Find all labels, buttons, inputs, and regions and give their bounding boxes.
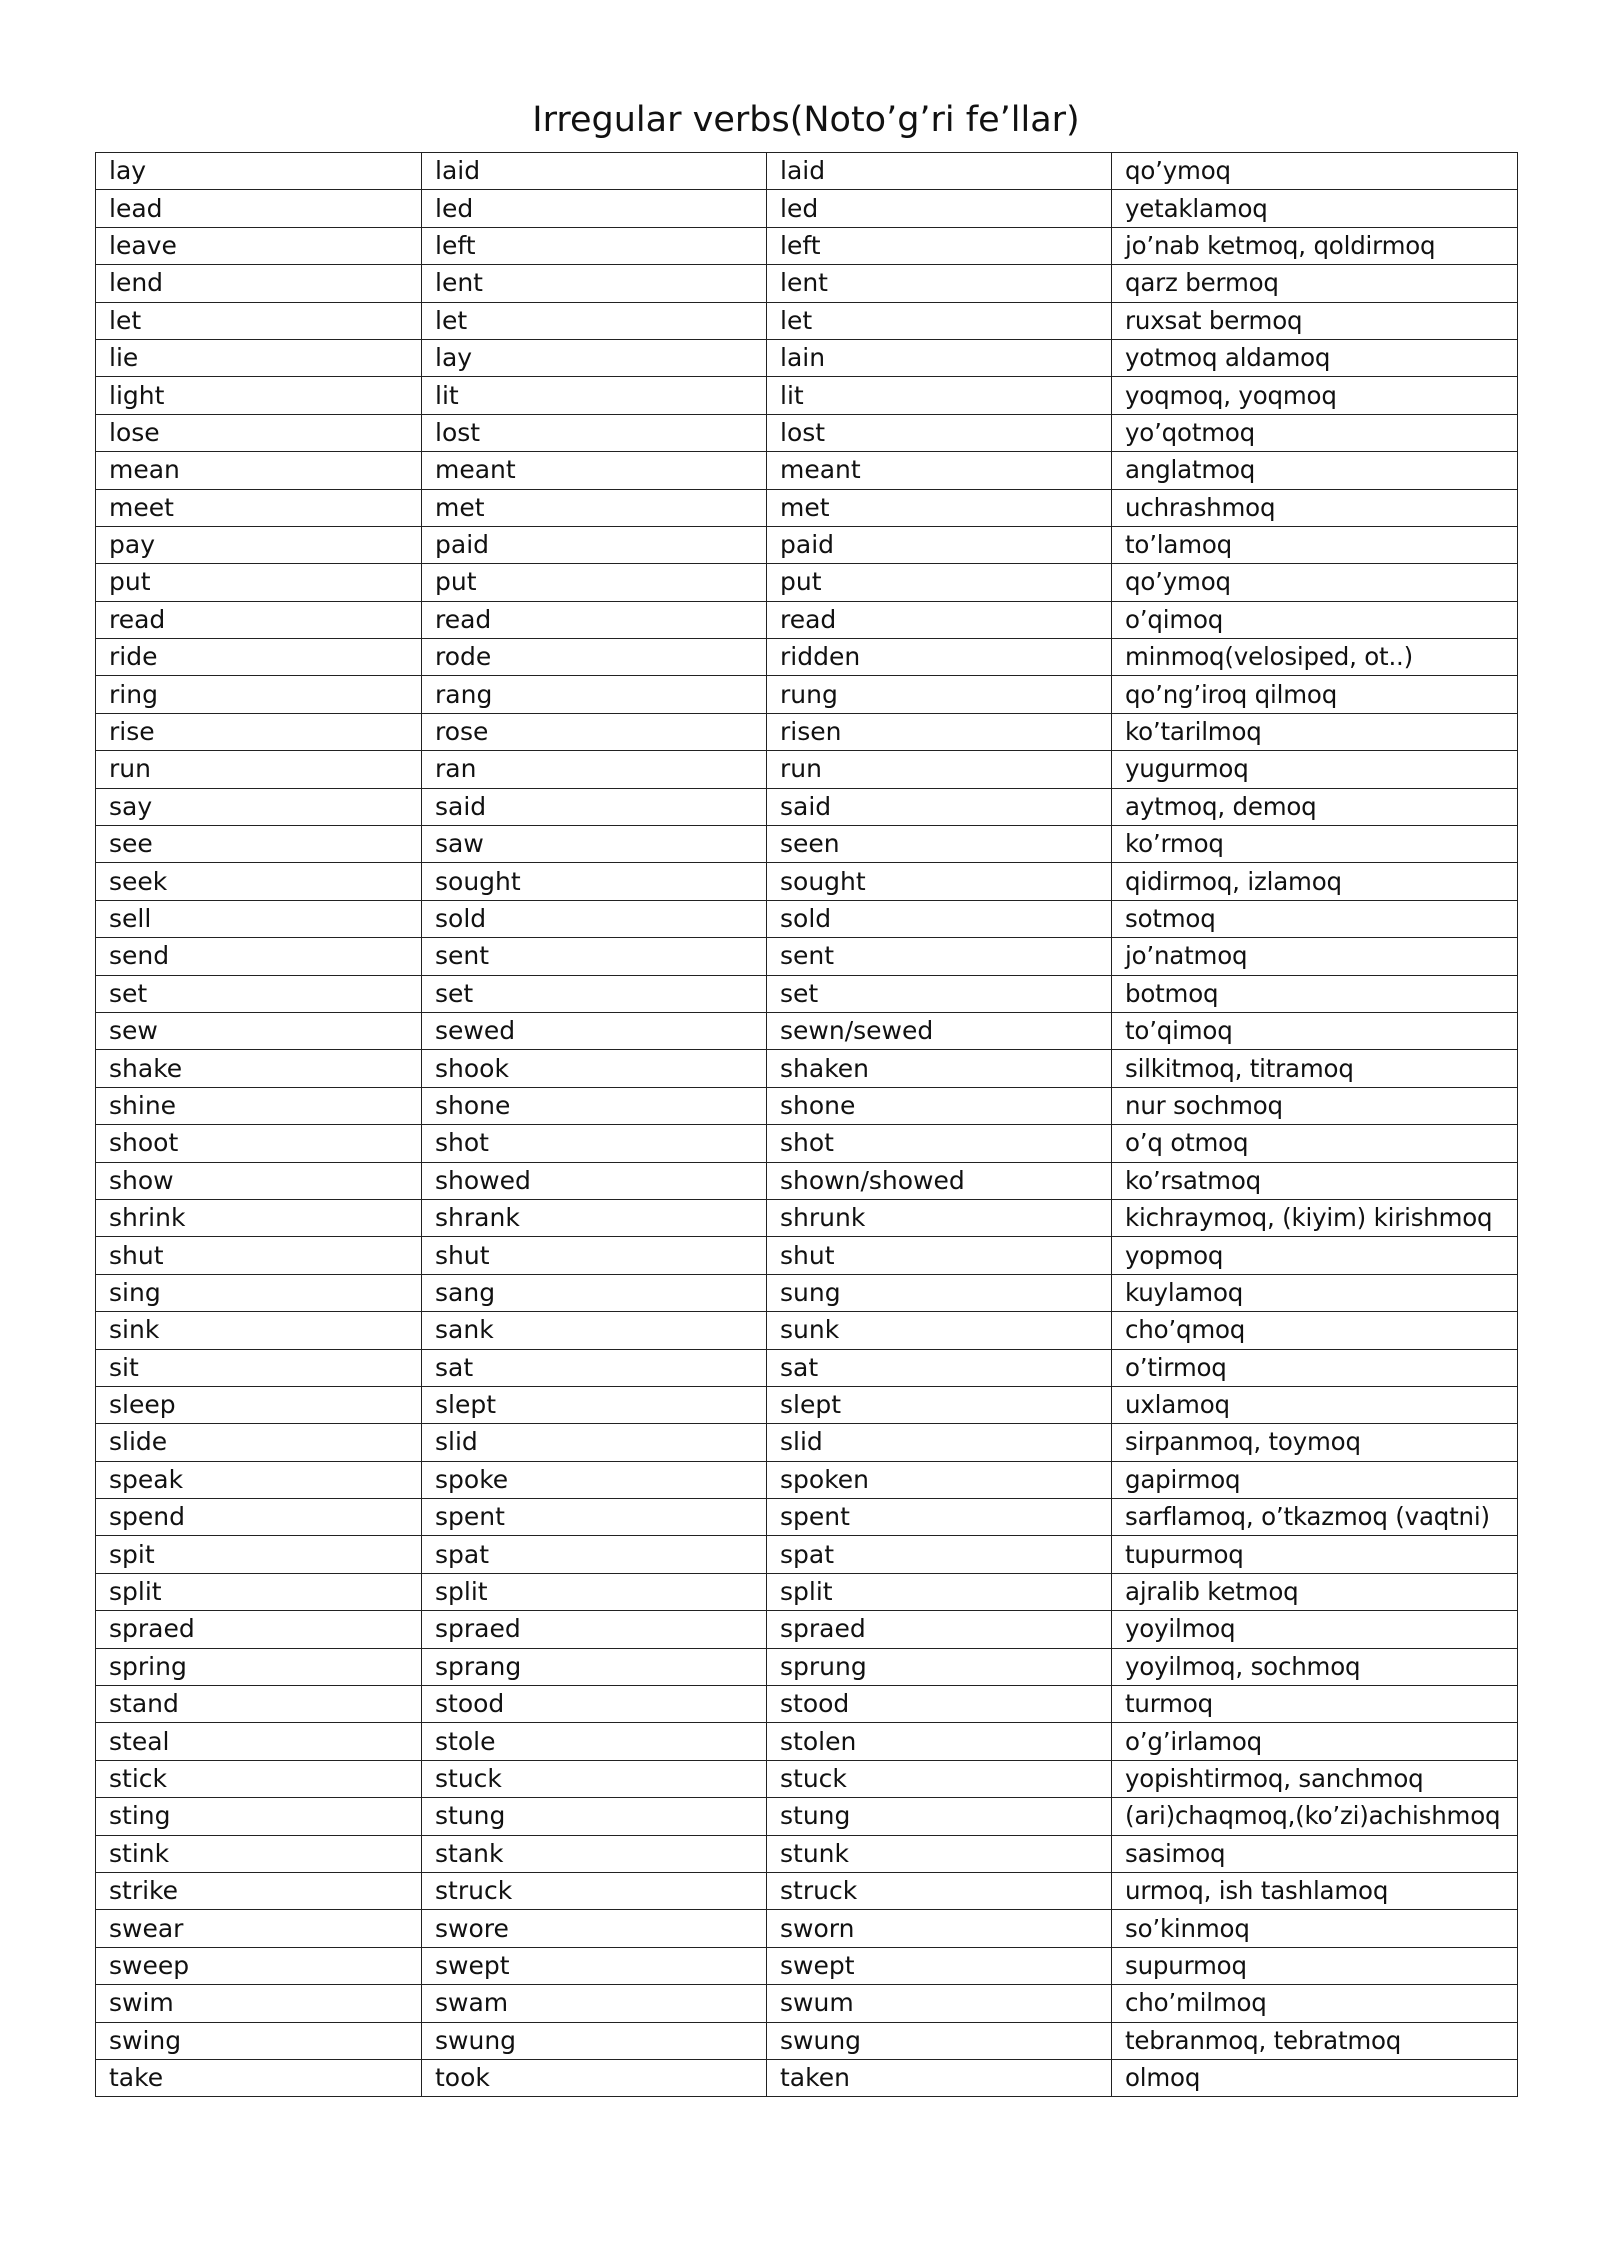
past-participle-cell: sought [767, 863, 1112, 900]
past-participle-cell: seen [767, 826, 1112, 863]
past-simple-cell: stung [422, 1798, 767, 1835]
table-row [96, 377, 1518, 414]
past-participle-cell: risen [767, 713, 1112, 750]
past-participle-cell: swum [767, 1985, 1112, 2022]
base-form-cell: swing [96, 2022, 422, 2059]
past-participle-cell: meant [767, 452, 1112, 489]
past-simple-cell: spoke [422, 1461, 767, 1498]
past-participle-cell: stood [767, 1686, 1112, 1723]
table-row [96, 863, 1518, 900]
table-row [96, 1835, 1518, 1872]
base-form-cell: see [96, 826, 422, 863]
past-participle-cell: said [767, 788, 1112, 825]
translation-cell: yopmoq [1112, 1237, 1518, 1274]
past-simple-cell: sank [422, 1312, 767, 1349]
past-participle-cell: sent [767, 938, 1112, 975]
past-participle-cell: swept [767, 1947, 1112, 1984]
translation-cell: so’kinmoq [1112, 1910, 1518, 1947]
past-participle-cell: slid [767, 1424, 1112, 1461]
base-form-cell: speak [96, 1461, 422, 1498]
base-form-cell: lead [96, 190, 422, 227]
table-row [96, 1573, 1518, 1610]
translation-cell: qo’ymoq [1112, 564, 1518, 601]
past-simple-cell: stuck [422, 1760, 767, 1797]
past-participle-cell: lent [767, 265, 1112, 302]
table-row [96, 1798, 1518, 1835]
past-simple-cell: stood [422, 1686, 767, 1723]
base-form-cell: let [96, 302, 422, 339]
past-simple-cell: sought [422, 863, 767, 900]
past-participle-cell: taken [767, 2059, 1112, 2096]
table-row [96, 2022, 1518, 2059]
past-simple-cell: spraed [422, 1611, 767, 1648]
table-row [96, 489, 1518, 526]
table-row [96, 1499, 1518, 1536]
past-participle-cell: slept [767, 1386, 1112, 1423]
table-row [96, 1760, 1518, 1797]
translation-cell: uchrashmoq [1112, 489, 1518, 526]
past-participle-cell: laid [767, 153, 1112, 190]
translation-cell: ko’rmoq [1112, 826, 1518, 863]
past-participle-cell: sewn/sewed [767, 1012, 1112, 1049]
table-row [96, 564, 1518, 601]
table-row [96, 639, 1518, 676]
past-simple-cell: slept [422, 1386, 767, 1423]
past-simple-cell: ran [422, 751, 767, 788]
base-form-cell: say [96, 788, 422, 825]
translation-cell: o’q otmoq [1112, 1125, 1518, 1162]
table-row [96, 938, 1518, 975]
past-simple-cell: split [422, 1573, 767, 1610]
table-row [96, 1199, 1518, 1236]
base-form-cell: slide [96, 1424, 422, 1461]
table-row [96, 788, 1518, 825]
translation-cell: jo’nab ketmoq, qoldirmoq [1112, 227, 1518, 264]
table-row [96, 1087, 1518, 1124]
past-simple-cell: led [422, 190, 767, 227]
translation-cell: o’tirmoq [1112, 1349, 1518, 1386]
table-row [96, 1349, 1518, 1386]
table-row [96, 1424, 1518, 1461]
past-participle-cell: shone [767, 1087, 1112, 1124]
past-simple-cell: spent [422, 1499, 767, 1536]
base-form-cell: rise [96, 713, 422, 750]
past-participle-cell: stolen [767, 1723, 1112, 1760]
past-participle-cell: sat [767, 1349, 1112, 1386]
translation-cell: sirpanmoq, toymoq [1112, 1424, 1518, 1461]
base-form-cell: pay [96, 526, 422, 563]
table-row [96, 900, 1518, 937]
past-simple-cell: sat [422, 1349, 767, 1386]
base-form-cell: mean [96, 452, 422, 489]
base-form-cell: run [96, 751, 422, 788]
verbs-table-body [96, 153, 1518, 2097]
past-simple-cell: rose [422, 713, 767, 750]
base-form-cell: lend [96, 265, 422, 302]
past-simple-cell: swept [422, 1947, 767, 1984]
base-form-cell: spend [96, 1499, 422, 1536]
base-form-cell: shoot [96, 1125, 422, 1162]
table-row [96, 975, 1518, 1012]
past-participle-cell: sunk [767, 1312, 1112, 1349]
table-row [96, 2059, 1518, 2096]
past-participle-cell: let [767, 302, 1112, 339]
table-row [96, 1162, 1518, 1199]
past-simple-cell: shot [422, 1125, 767, 1162]
translation-cell: yoqmoq, yoqmoq [1112, 377, 1518, 414]
table-row [96, 153, 1518, 190]
translation-cell: yugurmoq [1112, 751, 1518, 788]
base-form-cell: meet [96, 489, 422, 526]
past-simple-cell: saw [422, 826, 767, 863]
base-form-cell: leave [96, 227, 422, 264]
base-form-cell: lose [96, 414, 422, 451]
table-row [96, 452, 1518, 489]
translation-cell: yoyilmoq, sochmoq [1112, 1648, 1518, 1685]
base-form-cell: sit [96, 1349, 422, 1386]
base-form-cell: light [96, 377, 422, 414]
translation-cell: sasimoq [1112, 1835, 1518, 1872]
base-form-cell: put [96, 564, 422, 601]
past-simple-cell: sent [422, 938, 767, 975]
base-form-cell: ride [96, 639, 422, 676]
past-participle-cell: spent [767, 1499, 1112, 1536]
past-simple-cell: stole [422, 1723, 767, 1760]
past-simple-cell: sang [422, 1274, 767, 1311]
translation-cell: aytmoq, demoq [1112, 788, 1518, 825]
table-row [96, 526, 1518, 563]
translation-cell: tebranmoq, tebratmoq [1112, 2022, 1518, 2059]
translation-cell: qo’ymoq [1112, 153, 1518, 190]
base-form-cell: shine [96, 1087, 422, 1124]
table-row [96, 713, 1518, 750]
table-row [96, 1611, 1518, 1648]
past-simple-cell: lay [422, 339, 767, 376]
past-participle-cell: lain [767, 339, 1112, 376]
past-participle-cell: shot [767, 1125, 1112, 1162]
translation-cell: sarflamoq, o’tkazmoq (vaqtni) [1112, 1499, 1518, 1536]
table-row [96, 1910, 1518, 1947]
table-row [96, 826, 1518, 863]
base-form-cell: set [96, 975, 422, 1012]
past-participle-cell: sold [767, 900, 1112, 937]
table-row [96, 1125, 1518, 1162]
translation-cell: cho’qmoq [1112, 1312, 1518, 1349]
past-participle-cell: spraed [767, 1611, 1112, 1648]
past-simple-cell: said [422, 788, 767, 825]
translation-cell: ajralib ketmoq [1112, 1573, 1518, 1610]
past-simple-cell: swore [422, 1910, 767, 1947]
past-simple-cell: shut [422, 1237, 767, 1274]
table-row [96, 1312, 1518, 1349]
base-form-cell: sweep [96, 1947, 422, 1984]
translation-cell: ko’rsatmoq [1112, 1162, 1518, 1199]
base-form-cell: sew [96, 1012, 422, 1049]
past-simple-cell: paid [422, 526, 767, 563]
table-row [96, 1012, 1518, 1049]
past-simple-cell: struck [422, 1872, 767, 1909]
translation-cell: kichraymoq, (kiyim) kirishmoq [1112, 1199, 1518, 1236]
past-participle-cell: set [767, 975, 1112, 1012]
past-simple-cell: sewed [422, 1012, 767, 1049]
translation-cell: ko’tarilmoq [1112, 713, 1518, 750]
table-row [96, 1536, 1518, 1573]
translation-cell: cho’milmoq [1112, 1985, 1518, 2022]
past-participle-cell: struck [767, 1872, 1112, 1909]
base-form-cell: seek [96, 863, 422, 900]
past-simple-cell: swam [422, 1985, 767, 2022]
base-form-cell: sing [96, 1274, 422, 1311]
past-participle-cell: left [767, 227, 1112, 264]
past-simple-cell: spat [422, 1536, 767, 1573]
base-form-cell: strike [96, 1872, 422, 1909]
past-simple-cell: left [422, 227, 767, 264]
past-participle-cell: swung [767, 2022, 1112, 2059]
base-form-cell: swim [96, 1985, 422, 2022]
past-participle-cell: stuck [767, 1760, 1112, 1797]
past-participle-cell: shut [767, 1237, 1112, 1274]
table-row [96, 265, 1518, 302]
table-row [96, 601, 1518, 638]
base-form-cell: shake [96, 1050, 422, 1087]
translation-cell: (ari)chaqmoq,(ko’zi)achishmoq [1112, 1798, 1518, 1835]
base-form-cell: swear [96, 1910, 422, 1947]
past-participle-cell: sworn [767, 1910, 1112, 1947]
table-row [96, 751, 1518, 788]
translation-cell: jo’natmoq [1112, 938, 1518, 975]
past-simple-cell: lent [422, 265, 767, 302]
past-simple-cell: stank [422, 1835, 767, 1872]
translation-cell: to’qimoq [1112, 1012, 1518, 1049]
translation-cell: supurmoq [1112, 1947, 1518, 1984]
past-simple-cell: lit [422, 377, 767, 414]
table-row [96, 1648, 1518, 1685]
past-simple-cell: lost [422, 414, 767, 451]
table-row [96, 1274, 1518, 1311]
translation-cell: silkitmoq, titramoq [1112, 1050, 1518, 1087]
base-form-cell: spraed [96, 1611, 422, 1648]
past-participle-cell: paid [767, 526, 1112, 563]
past-participle-cell: lit [767, 377, 1112, 414]
translation-cell: ruxsat bermoq [1112, 302, 1518, 339]
translation-cell: qidirmoq, izlamoq [1112, 863, 1518, 900]
past-participle-cell: put [767, 564, 1112, 601]
past-participle-cell: sung [767, 1274, 1112, 1311]
translation-cell: tupurmoq [1112, 1536, 1518, 1573]
past-participle-cell: read [767, 601, 1112, 638]
past-participle-cell: ridden [767, 639, 1112, 676]
translation-cell: qarz bermoq [1112, 265, 1518, 302]
table-row [96, 1386, 1518, 1423]
page-title: Irregular verbs(Noto’g’ri fe’llar) [532, 100, 1080, 140]
base-form-cell: stand [96, 1686, 422, 1723]
translation-cell: turmoq [1112, 1686, 1518, 1723]
past-participle-cell: shown/showed [767, 1162, 1112, 1199]
past-simple-cell: set [422, 975, 767, 1012]
table-row [96, 1461, 1518, 1498]
translation-cell: o’g’irlamoq [1112, 1723, 1518, 1760]
past-participle-cell: split [767, 1573, 1112, 1610]
base-form-cell: spit [96, 1536, 422, 1573]
past-simple-cell: slid [422, 1424, 767, 1461]
base-form-cell: show [96, 1162, 422, 1199]
translation-cell: olmoq [1112, 2059, 1518, 2096]
table-row [96, 676, 1518, 713]
table-row [96, 1237, 1518, 1274]
base-form-cell: take [96, 2059, 422, 2096]
past-simple-cell: laid [422, 153, 767, 190]
past-participle-cell: stung [767, 1798, 1112, 1835]
base-form-cell: spring [96, 1648, 422, 1685]
past-simple-cell: meant [422, 452, 767, 489]
past-simple-cell: rang [422, 676, 767, 713]
past-simple-cell: put [422, 564, 767, 601]
base-form-cell: split [96, 1573, 422, 1610]
past-simple-cell: rode [422, 639, 767, 676]
past-participle-cell: spoken [767, 1461, 1112, 1498]
translation-cell: minmoq(velosiped, ot..) [1112, 639, 1518, 676]
past-simple-cell: let [422, 302, 767, 339]
table-row [96, 1872, 1518, 1909]
translation-cell: to’lamoq [1112, 526, 1518, 563]
translation-cell: sotmoq [1112, 900, 1518, 937]
base-form-cell: shrink [96, 1199, 422, 1236]
table-row [96, 1686, 1518, 1723]
translation-cell: botmoq [1112, 975, 1518, 1012]
past-simple-cell: shone [422, 1087, 767, 1124]
base-form-cell: stick [96, 1760, 422, 1797]
translation-cell: yotmoq aldamoq [1112, 339, 1518, 376]
translation-cell: kuylamoq [1112, 1274, 1518, 1311]
translation-cell: yoyilmoq [1112, 1611, 1518, 1648]
translation-cell: anglatmoq [1112, 452, 1518, 489]
past-participle-cell: stunk [767, 1835, 1112, 1872]
past-simple-cell: took [422, 2059, 767, 2096]
base-form-cell: lay [96, 153, 422, 190]
base-form-cell: lie [96, 339, 422, 376]
past-participle-cell: shrunk [767, 1199, 1112, 1236]
base-form-cell: stink [96, 1835, 422, 1872]
base-form-cell: sink [96, 1312, 422, 1349]
past-participle-cell: spat [767, 1536, 1112, 1573]
past-simple-cell: shrank [422, 1199, 767, 1236]
past-simple-cell: showed [422, 1162, 767, 1199]
base-form-cell: sleep [96, 1386, 422, 1423]
table-row [96, 227, 1518, 264]
past-participle-cell: shaken [767, 1050, 1112, 1087]
past-participle-cell: run [767, 751, 1112, 788]
base-form-cell: shut [96, 1237, 422, 1274]
table-row [96, 414, 1518, 451]
translation-cell: uxlamoq [1112, 1386, 1518, 1423]
base-form-cell: sell [96, 900, 422, 937]
past-participle-cell: rung [767, 676, 1112, 713]
translation-cell: urmoq, ish tashlamoq [1112, 1872, 1518, 1909]
base-form-cell: read [96, 601, 422, 638]
translation-cell: o’qimoq [1112, 601, 1518, 638]
table-row [96, 1723, 1518, 1760]
table-row [96, 302, 1518, 339]
translation-cell: nur sochmoq [1112, 1087, 1518, 1124]
past-simple-cell: read [422, 601, 767, 638]
past-simple-cell: sprang [422, 1648, 767, 1685]
table-row [96, 190, 1518, 227]
past-participle-cell: sprung [767, 1648, 1112, 1685]
past-participle-cell: led [767, 190, 1112, 227]
base-form-cell: ring [96, 676, 422, 713]
base-form-cell: sting [96, 1798, 422, 1835]
base-form-cell: steal [96, 1723, 422, 1760]
past-simple-cell: sold [422, 900, 767, 937]
past-participle-cell: met [767, 489, 1112, 526]
past-simple-cell: swung [422, 2022, 767, 2059]
past-simple-cell: shook [422, 1050, 767, 1087]
translation-cell: yetaklamoq [1112, 190, 1518, 227]
table-row [96, 1985, 1518, 2022]
past-participle-cell: lost [767, 414, 1112, 451]
table-row [96, 1050, 1518, 1087]
translation-cell: yo’qotmoq [1112, 414, 1518, 451]
base-form-cell: send [96, 938, 422, 975]
table-row [96, 1947, 1518, 1984]
translation-cell: gapirmoq [1112, 1461, 1518, 1498]
table-row [96, 339, 1518, 376]
irregular-verbs-table [95, 152, 1518, 2097]
past-simple-cell: met [422, 489, 767, 526]
translation-cell: qo’ng’iroq qilmoq [1112, 676, 1518, 713]
translation-cell: yopishtirmoq, sanchmoq [1112, 1760, 1518, 1797]
